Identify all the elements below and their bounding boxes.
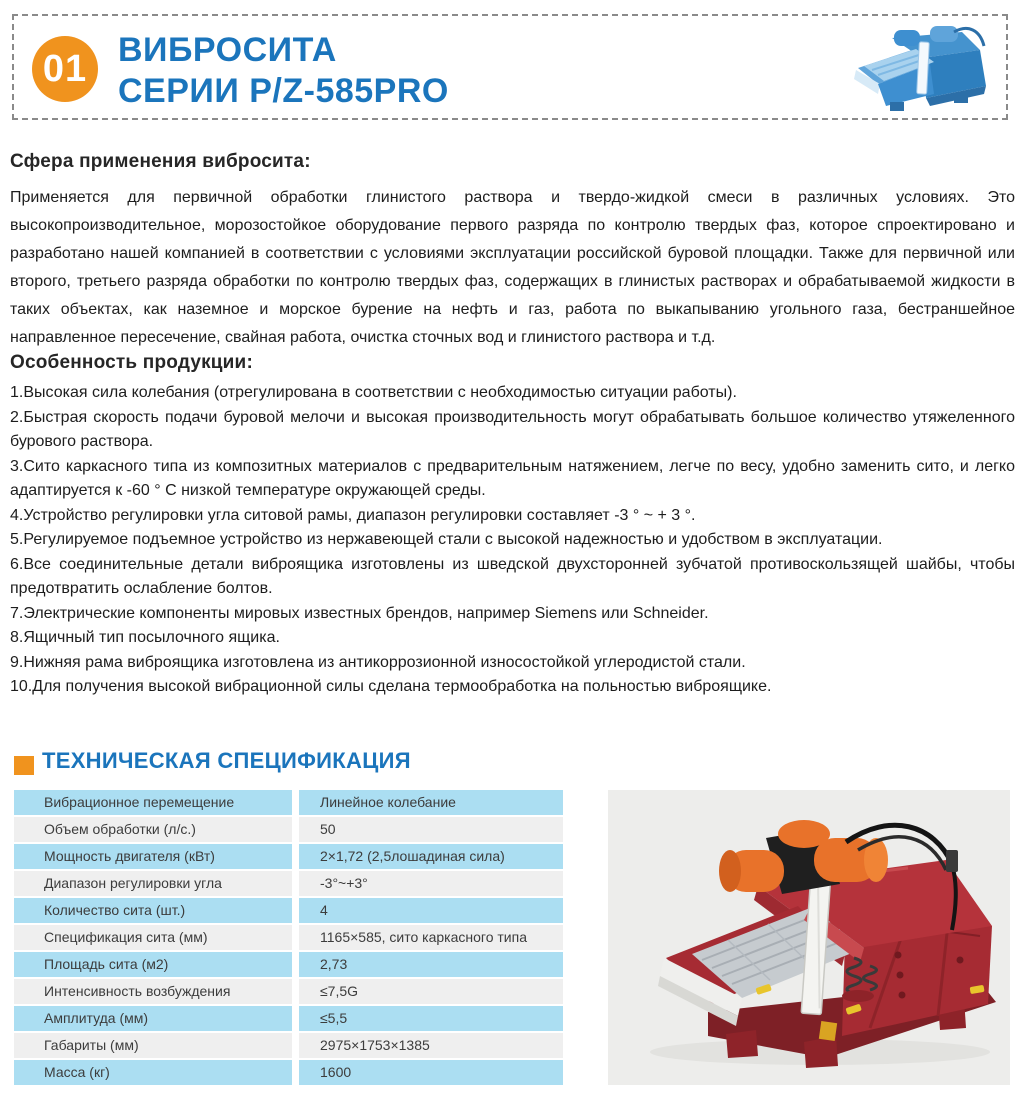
- table-row: [14, 790, 563, 815]
- page-title-line2: СЕРИИ P/Z-585PRO: [118, 72, 449, 110]
- table-row: [14, 1006, 563, 1031]
- vibrating-screen-icon: [834, 24, 1000, 116]
- feature-item: 4.Устройство регулировки угла ситовой рамы, диапазон регулировки составляет -3 ° ~ + 3 °.: [10, 506, 696, 524]
- application-heading: Сфера применения вибросита:: [10, 151, 311, 172]
- feature-item: 9.Нижняя рама виброящика изготовлена из антикоррозионной износостойкой углеродистой стали.: [10, 653, 746, 671]
- section-number-badge: 01: [32, 36, 98, 102]
- spec-label: Площадь сита (м2): [14, 952, 292, 977]
- header-banner: [12, 14, 1008, 120]
- spec-value: 50: [299, 817, 563, 842]
- feature-item: 1.Высокая сила колебания (отрегулирована в соответствии с необходимостью ситуации работы).: [10, 384, 737, 401]
- table-row: [14, 871, 563, 896]
- feature-item: 10.Для получения высокой вибрационной силы сделана термообработка на польностью виброящике.: [10, 678, 772, 695]
- product-photo: [608, 790, 1010, 1085]
- spec-value: ≤5,5: [299, 1006, 563, 1031]
- spec-label: Мощность двигателя (кВт): [14, 844, 292, 869]
- table-row: [14, 1033, 563, 1058]
- table-row: [14, 925, 563, 950]
- spec-label: Амплитуда (мм): [14, 1006, 292, 1031]
- spec-value: ≤7,5G: [299, 979, 563, 1004]
- red-vibrating-screen-photo-icon: [608, 790, 1010, 1085]
- spec-value: 2×1,72 (2,5лошадиная сила): [299, 844, 563, 869]
- table-row: [14, 1060, 563, 1085]
- spec-label: Габариты (мм): [14, 1033, 292, 1058]
- table-row: [14, 898, 563, 923]
- spec-value: 1165×585, сито каркасного типа: [299, 925, 563, 950]
- specs-table: [14, 790, 563, 1087]
- table-row: [14, 844, 563, 869]
- spec-label: Количество сита (шт.): [14, 898, 292, 923]
- page-title-line1: ВИБРОСИТА: [118, 31, 337, 69]
- spec-value: -3°~+3°: [299, 871, 563, 896]
- spec-value: 2975×1753×1385: [299, 1033, 563, 1058]
- application-paragraph: Применяется для первичной обработки глинистого раствора и твердо-жидкой смеси в различных условиях. Это высокопроизводительное, морозостойкое оборудование первого разряда по контролю твердых фаз, которое спроектировано и разработано нашей компанией в соответствии с условиями эксплуатации российской буровой площадки. Также для первичной или второго, третьего разряда обработки по контролю твердых фаз, содержащих в глинистых растворах и обрабатываемой жидкости в таких объектах, как наземное и морское бурение на нефть и газ, работа по выкапыванию угольного газа, бестраншейное направленное пересечение, свайная работа, очистка сточных вод и глинистого раствора и т.д.: [10, 189, 1015, 346]
- page-title: [118, 30, 449, 112]
- feature-item: 2.Быстрая скорость подачи буровой мелочи и высокая производительность могут обрабатывать большое количество утяжеленного бурового раствора.: [10, 408, 1015, 450]
- spec-value: 2,73: [299, 952, 563, 977]
- feature-item: 7.Электрические компоненты мировых известных брендов, например Siemens или Schneider.: [10, 604, 709, 622]
- feature-item: 3.Сито каркасного типа из композитных материалов с предварительным натяжением, легче по весу, удобно заменить сито, и легко адаптируется к -60 ° С низкой температуре окружающей среды.: [10, 457, 1015, 499]
- spec-label: Масса (кг): [14, 1060, 292, 1085]
- spec-label: Вибрационное перемещение: [14, 790, 292, 815]
- spec-label: Спецификация сита (мм): [14, 925, 292, 950]
- feature-item: 5.Регулируемое подъемное устройство из нержавеющей стали с высокой надежностью и удобством в эксплуатации.: [10, 531, 883, 548]
- features-heading: Особенность продукции:: [10, 352, 253, 373]
- spec-value: 1600: [299, 1060, 563, 1085]
- table-row: [14, 952, 563, 977]
- spec-value: 4: [299, 898, 563, 923]
- spec-label: Объем обработки (л/с.): [14, 817, 292, 842]
- specs-heading: ТЕХНИЧЕСКАЯ СПЕЦИФИКАЦИЯ: [42, 748, 411, 773]
- table-row: [14, 979, 563, 1004]
- spec-value: Линейное колебание: [299, 790, 563, 815]
- feature-item: 8.Ящичный тип посылочного ящика.: [10, 629, 280, 646]
- spec-label: Диапазон регулировки угла: [14, 871, 292, 896]
- spec-label: Интенсивность возбуждения: [14, 979, 292, 1004]
- table-row: [14, 817, 563, 842]
- features-list: [10, 381, 1015, 700]
- feature-item: 6.Все соединительные детали виброящика изготовлены из шведской двухсторонней зубчатой противоскользящей шайбы, чтобы предотвратить ослабление болтов.: [10, 555, 1015, 597]
- orange-square-bullet-icon: [14, 756, 34, 775]
